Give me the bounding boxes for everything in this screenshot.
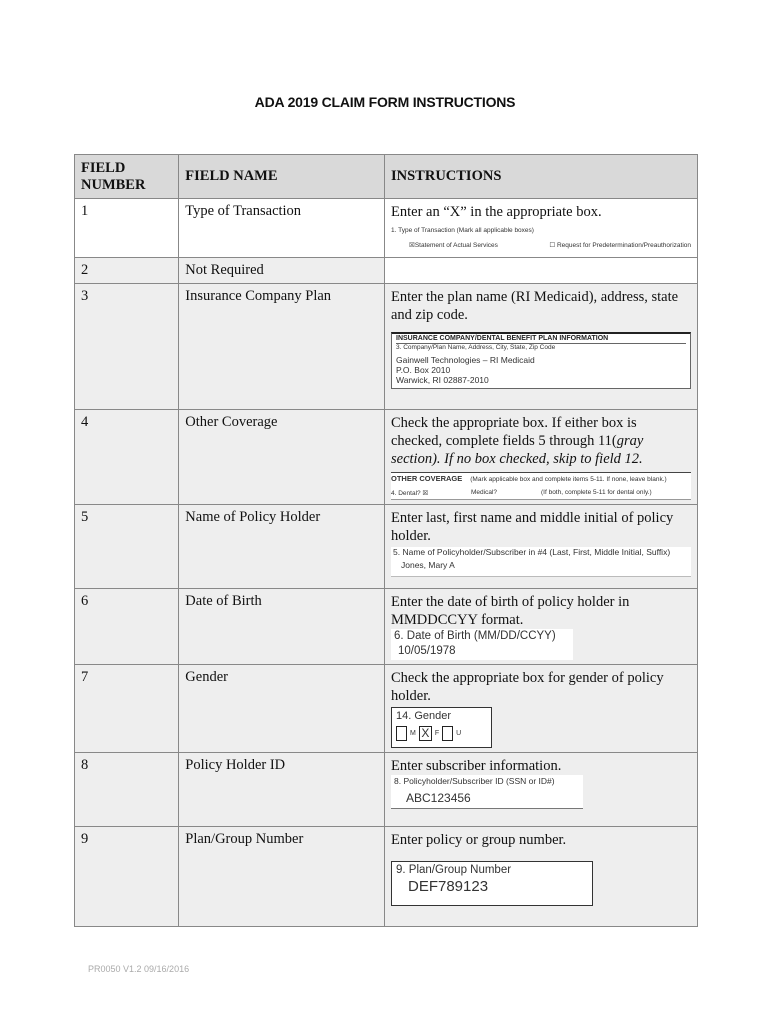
- form-snippet-insurance-company: [391, 332, 691, 389]
- form-snippet-plan-group-number: [391, 861, 593, 906]
- instruction-text-part-2: gray section). If no box checked, skip to field 12.: [391, 433, 644, 467]
- header-instructions: INSTRUCTIONS: [385, 155, 698, 199]
- instruction-text: Enter policy or group number.: [391, 832, 567, 848]
- instruction-text: Enter subscriber information.: [391, 758, 562, 774]
- table-row: [75, 753, 698, 827]
- table-header-row: [75, 155, 698, 199]
- table-row: [75, 505, 698, 589]
- header-field-number: FIELD NUMBER: [75, 155, 179, 199]
- instruction-text: [391, 414, 691, 468]
- table-row: [75, 665, 698, 753]
- snippet-heading: 6. Date of Birth (MM/DD/CCYY): [394, 630, 556, 642]
- field-name: Insurance Company Plan: [179, 284, 385, 410]
- field-number: 2: [75, 258, 179, 284]
- snippet-option-actual-services: ☒Statement of Actual Services: [409, 242, 498, 249]
- field-instructions: [385, 753, 698, 827]
- snippet-value: DEF789123: [408, 878, 489, 895]
- table-row: [75, 589, 698, 665]
- field-name: Policy Holder ID: [179, 753, 385, 827]
- field-number: 6: [75, 589, 179, 665]
- instruction-text: Enter the plan name (RI Medicaid), address, state and zip code.: [391, 289, 679, 323]
- field-instructions: [385, 284, 698, 410]
- field-instructions: [385, 199, 698, 258]
- checkbox-checked-icon: X: [419, 726, 432, 741]
- snippet-heading: 1. Type of Transaction (Mark all applicable boxes): [391, 227, 534, 234]
- field-number: 5: [75, 505, 179, 589]
- snippet-heading: 5. Name of Policyholder/Subscriber in #4 (Last, First, Middle Initial, Suffix): [393, 547, 671, 557]
- table-row: [75, 258, 698, 284]
- checkbox-icon: [396, 726, 407, 741]
- instruction-text: Check the appropriate box for gender of policy holder.: [391, 670, 664, 704]
- snippet-value: 10/05/1978: [398, 645, 456, 657]
- field-number: 7: [75, 665, 179, 753]
- snippet-heading: 8. Policyholder/Subscriber ID (SSN or ID#): [394, 776, 555, 786]
- table-row: [75, 284, 698, 410]
- field-instructions: [385, 505, 698, 589]
- snippet-note: (Mark applicable box and complete items 5-11. If none, leave blank.): [470, 476, 667, 483]
- field-name: Gender: [179, 665, 385, 753]
- snippet-subheading: 3. Company/Plan Name, Address, City, State, Zip Code: [396, 343, 686, 351]
- field-name: Plan/Group Number: [179, 827, 385, 927]
- field-number: 8: [75, 753, 179, 827]
- field-name: Name of Policy Holder: [179, 505, 385, 589]
- snippet-heading: 9. Plan/Group Number: [396, 864, 512, 876]
- snippet-heading: OTHER COVERAGE: [391, 474, 463, 483]
- field-number: 4: [75, 410, 179, 505]
- instruction-text-part-1: Check the appropriate box. If either box is checked, complete fields 5 through 11(: [391, 415, 637, 449]
- field-instructions: [385, 258, 698, 284]
- form-snippet-transaction: [391, 227, 691, 249]
- snippet-line-2: P.O. Box 2010: [396, 365, 451, 375]
- field-name: Date of Birth: [179, 589, 385, 665]
- snippet-value: Jones, Mary A: [401, 560, 455, 570]
- field-instructions: [385, 827, 698, 927]
- field-name: Type of Transaction: [179, 199, 385, 258]
- gender-u-label: U: [456, 730, 462, 737]
- checkbox-icon: [442, 726, 453, 741]
- snippet-heading: INSURANCE COMPANY/DENTAL BENEFIT PLAN INFORMATION: [396, 335, 609, 342]
- field-name: Not Required: [179, 258, 385, 284]
- footer-doc-code: PR0050 V1.2 09/16/2016: [88, 964, 190, 974]
- instructions-table: [74, 154, 698, 927]
- snippet-line-1: Gainwell Technologies – RI Medicaid: [396, 355, 535, 365]
- instruction-text: Enter an “X” in the appropriate box.: [391, 204, 602, 220]
- field-instructions: [385, 665, 698, 753]
- table-row: [75, 410, 698, 505]
- field-name: Other Coverage: [179, 410, 385, 505]
- field-instructions: [385, 410, 698, 505]
- table-row: [75, 199, 698, 258]
- snippet-line-3: Warwick, RI 02887-2010: [396, 375, 489, 385]
- gender-f-label: F: [434, 730, 440, 737]
- table-row: [75, 827, 698, 927]
- snippet-heading: 14. Gender: [396, 710, 452, 722]
- field-number: 3: [75, 284, 179, 410]
- snippet-dental: 4. Dental? ☒: [391, 490, 429, 497]
- form-snippet-other-coverage: [391, 472, 691, 500]
- form-snippet-policy-holder-id: [391, 775, 583, 809]
- snippet-value: ABC123456: [406, 791, 471, 805]
- gender-m-label: M: [410, 730, 416, 737]
- snippet-medical: Medical?: [471, 489, 498, 496]
- form-snippet-policy-holder-name: [391, 547, 691, 577]
- form-snippet-gender: [391, 707, 492, 748]
- field-number: 9: [75, 827, 179, 927]
- page-title: ADA 2019 CLAIM FORM INSTRUCTIONS: [254, 94, 516, 110]
- header-field-name: FIELD NAME: [179, 155, 385, 199]
- form-snippet-date-of-birth: [391, 629, 573, 660]
- instruction-text: Enter last, first name and middle initial of policy holder.: [391, 510, 674, 544]
- snippet-option-predetermination: ☐ Request for Predetermination/Preauthorization: [549, 242, 691, 249]
- field-number: 1: [75, 199, 179, 258]
- instruction-text: Enter the date of birth of policy holder in MMDDCCYY format.: [391, 594, 630, 628]
- field-instructions: [385, 589, 698, 665]
- snippet-both-note: (If both, complete 5-11 for dental only.): [541, 489, 652, 496]
